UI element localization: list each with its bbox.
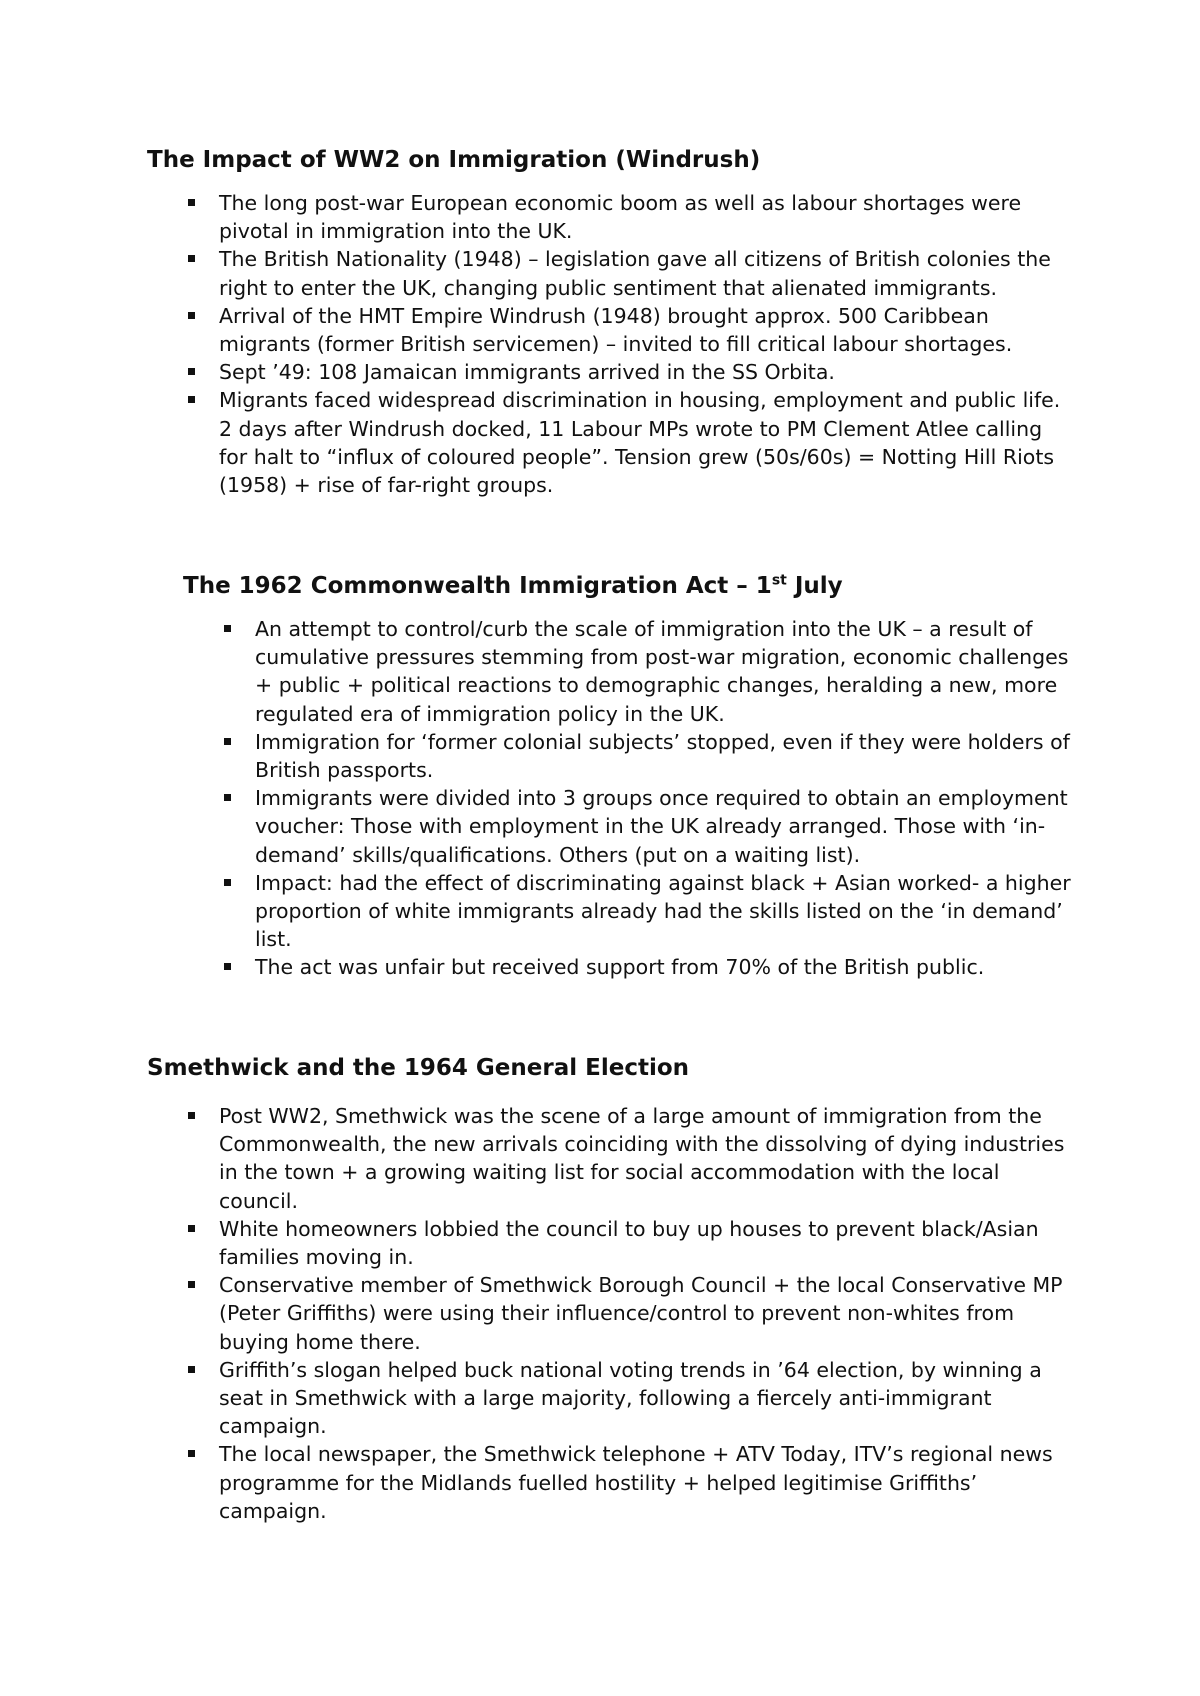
square-bullet-icon — [188, 255, 195, 262]
list-item-text: Immigrants were divided into 3 groups once required to obtain an employment voucher: Those with employment in the UK already arranged. Those with ‘in-demand’ skills/qualifications. Others (put on a waiting list). — [255, 786, 1068, 867]
square-bullet-icon — [188, 1225, 195, 1232]
list-item-text: Griffith’s slogan helped buck national voting trends in ’64 election, by winning a seat in Smethwick with a large majority, following a fiercely anti-immigrant campaign. — [219, 1357, 1042, 1439]
list-item-text: Impact: had the effect of discriminating against black + Asian worked- a higher proportion of white immigrants already had the skills listed on the ‘in demand’ list. — [255, 870, 1071, 952]
square-bullet-icon — [224, 738, 231, 745]
square-bullet-icon — [188, 1366, 195, 1373]
square-bullet-icon — [188, 1112, 195, 1119]
list-item — [147, 1356, 1067, 1441]
square-bullet-icon — [188, 396, 195, 403]
list-item-text: Conservative member of Smethwick Borough Council + the local Conservative MP (Peter Griffiths) were using their influence/control to prevent non-whites from buying home there. — [219, 1273, 1063, 1354]
section-heading: The Impact of WW2 on Immigration (Windrush) — [147, 147, 761, 173]
section-heading: Smethwick and the 1964 General Election — [147, 1055, 690, 1081]
square-bullet-icon — [224, 625, 231, 632]
list-item-text: The local newspaper, the Smethwick telephone + ATV Today, ITV’s regional news programme for the Midlands fuelled hostility + helped legitimise Griffiths’ campaign. — [219, 1442, 1053, 1523]
section-heading-superscript: st — [771, 572, 787, 589]
list-item — [147, 1215, 1067, 1271]
list-item-text: The long post-war European economic boom as well as labour shortages were pivotal in immigration into the UK. — [219, 191, 1022, 244]
list-item — [183, 784, 1073, 869]
section-heading-tail: July — [786, 573, 843, 599]
list-item-text: An attempt to control/curb the scale of immigration into the UK – a result of cumulative pressures stemming from post-war migration, economic challenges + public + political reactions to demographic changes, heralding a new, more regulated era of immigration policy in the UK. — [255, 617, 1069, 726]
list-item-text: Post WW2, Smethwick was the scene of a large amount of immigration from the Commonwealth, the new arrivals coinciding with the dissolving of dying industries in the town + a growing waiting list for social accommodation with the local council. — [219, 1104, 1065, 1213]
square-bullet-icon — [188, 1281, 195, 1288]
list-item-text: The British Nationality (1948) – legislation gave all citizens of British colonies the right to enter the UK, changing public sentiment that alienated immigrants. — [219, 247, 1051, 300]
list-item-text: Arrival of the HMT Empire Windrush (1948) brought approx. 500 Caribbean migrants (former British servicemen) – invited to fill critical labour shortages. — [219, 303, 1013, 357]
list-item-text: White homeowners lobbied the council to buy up houses to prevent black/Asian families moving in. — [219, 1216, 1039, 1270]
list-item — [147, 245, 1067, 301]
list-item — [183, 728, 1073, 784]
list-item — [183, 615, 1073, 728]
bullet-list — [183, 615, 1073, 982]
list-item — [147, 1102, 1067, 1215]
section-heading-main: The 1962 Commonwealth Immigration Act – 1 — [183, 573, 772, 599]
list-item-text: Sept ’49: 108 Jamaican immigrants arrived in the SS Orbita. — [219, 360, 835, 385]
square-bullet-icon — [224, 794, 231, 801]
section-windrush — [147, 145, 1067, 499]
list-item — [147, 302, 1067, 358]
square-bullet-icon — [224, 963, 231, 970]
bullet-list — [147, 1102, 1067, 1525]
square-bullet-icon — [188, 1450, 195, 1457]
section-heading — [183, 571, 1073, 601]
list-item-text: Immigration for ‘former colonial subjects’ stopped, even if they were holders of British passports. — [255, 729, 1070, 783]
list-item — [183, 869, 1073, 954]
list-item-text: Migrants faced widespread discrimination in housing, employment and public life. 2 days after Windrush docked, 11 Labour MPs wrote to PM Clement Atlee calling for halt to “influx of coloured people”. Tension grew (50s/60s) = Notting Hill Riots (1958) + rise of far-right groups. — [219, 388, 1061, 498]
square-bullet-icon — [224, 879, 231, 886]
section-1962-act — [183, 571, 1073, 982]
bullet-list — [147, 189, 1067, 499]
list-item — [147, 386, 1067, 499]
list-item — [183, 953, 1073, 981]
section-smethwick — [147, 1053, 1067, 1525]
list-item — [147, 189, 1067, 245]
list-item — [147, 1271, 1067, 1356]
list-item — [147, 358, 1067, 386]
list-item-text: The act was unfair but received support from 70% of the British public. — [255, 955, 985, 980]
square-bullet-icon — [188, 312, 195, 319]
square-bullet-icon — [188, 199, 195, 206]
square-bullet-icon — [188, 368, 195, 375]
list-item — [147, 1440, 1067, 1525]
